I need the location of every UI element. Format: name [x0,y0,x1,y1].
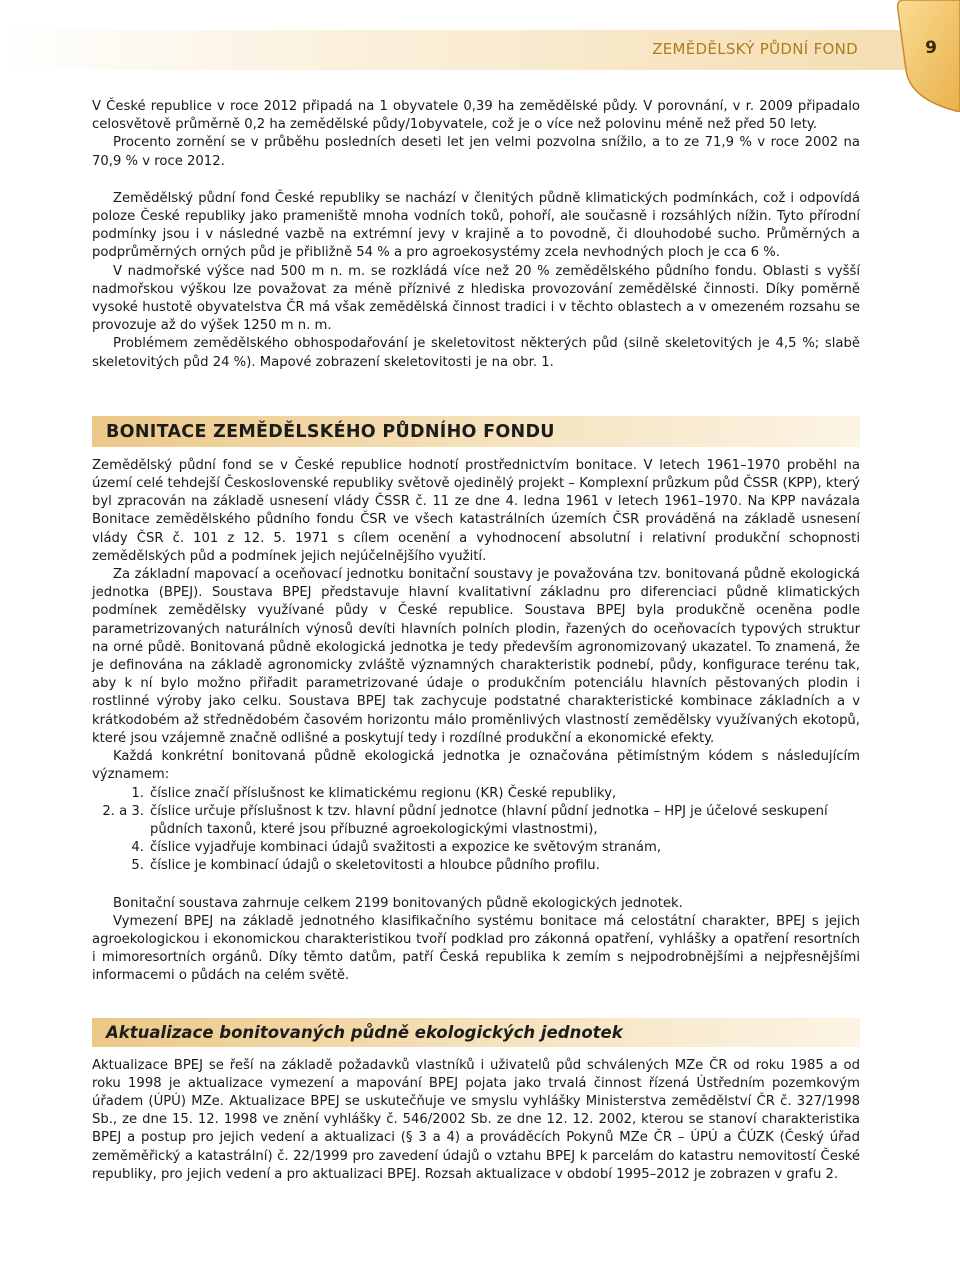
section-heading: BONITACE ZEMĚDĚLSKÉHO PŮDNÍHO FONDU [106,421,555,442]
subsection-heading: Aktualizace bonitovaných půdně ekologických jednotek [106,1022,623,1042]
paragraph: Za základní mapovací a oceňovací jednotku bonitační soustavy je považována tzv. bonitovaná půdně ekologická jednotka (BPEJ). Soustava BPEJ představuje hlavní kvalitativní základnu pro diferenciaci půdně klimatických podmínek zemědělsky využívané půdy v České republice. Soustava BPEJ byla produkčně oceněna podle parametrizovaných naturálních výnosů devíti hlavních polních plodin, řazených do oceňovacích typových struktur na orné půdě. Bonitovaná půdně ekologická jednotka je tedy především agronomizovaný ukazatel. To znamená, že je definována na základě agronomicky zvláště významných charakteristik podnebí, půdy, konfigurace terénu tak, aby k ní bylo možno přiřadit parametrizované údaje o produkčním potenciálu hlavních pěstovaných plodin i rostlinné výroby jako celku. Soustava BPEJ tak zachycuje podstatné charakteristické kombinace základních a v krátkodobém až střednědobém časovém horizontu málo proměnlivých vlastností zemědělsky využívaných ekotopů, které jsou vzájemně značně odlišné a poskytují tedy i rozdílné produkční a ekonomické efekty. [92,567,860,746]
list-item-text: číslice je kombinací údajů o skeletovitosti a hloubce půdního profilu. [150,858,600,874]
list-item-number: 1. [131,785,144,801]
spacer [92,876,860,895]
section-heading-band [92,416,860,447]
spacer [92,171,860,190]
list-item-text: číslice určuje příslušnost k tzv. hlavní půdní jednotce (hlavní půdní jednotka – HPJ je účelové seskupení půdních taxonů, které jsou příbuzné agroekologickými vlastnostmi), [150,803,828,837]
page-number: 9 [925,38,937,58]
page-content [92,98,860,1184]
paragraph: Aktualizace BPEJ se řeší na základě požadavků vlastníků i uživatelů půd schválených MZe ČR od roku 1985 a od roku 1998 je aktualizace vymezení a mapování BPEJ pojata jako trvalá činnost řízená Ústředním pozemkovým úřadem (ÚPÚ) MZe. Aktualizace BPEJ se uskutečňuje ve smyslu vyhlášky Ministerstva zemědělství ČR č. 327/1998 Sb., ze dne 15. 12. 1998 ve znění vyhlášky č. 546/2002 Sb. ze dne 12. 12. 2002, kterou se stanoví charakteristika BPEJ a postup pro jejich vedení a aktualizaci (§ 3 a 4) a prováděcích Pokynů MZe ČR – ÚPÚ a ČÚZK (Český úřad zeměměřický a katastrální) č. 22/1999 pro zavedení údajů o vztahu BPEJ k parcelám do katastru nemovitostí České republiky, pro jejich vedení a pro aktualizaci BPEJ. Rozsah aktualizace v období 1995–2012 je zobrazen v grafu 2. [92,1057,860,1182]
list-item-number: 2. a 3. [102,803,144,819]
paragraph: V nadmořské výšce nad 500 m n. m. se rozkládá více než 20 % zemědělského půdního fondu. Oblasti s vyšší nadmořskou výškou lze považovat za méně příznivé z hlediska provozování zemědělské činnosti. Díky poměrně vysoké hustotě obyvatelstva ČR má však zemědělská činnost tradici i v těchto oblastech a v omezeném rozsahu se provozuje až do výšek 1250 m n. m. [92,263,860,334]
list-item [92,803,860,839]
list-item-number: 4. [131,840,144,856]
list-item-text: číslice vyjadřuje kombinaci údajů svažitosti a expozice ke světovým stranám, [150,840,662,856]
list-item-text: číslice značí příslušnost ke klimatickému regionu (KR) České republiky, [150,785,617,801]
list-item-number: 5. [131,858,144,874]
paragraph: Zemědělský půdní fond České republiky se nachází v členitých půdně klimatických podmínkách, což i odpovídá poloze České republiky jako prameniště mnoha vodních toků, pohoří, ale současně i rozsáhlých nížin. Tyto přírodní podmínky jsou i v následné vazbě na extrémní jevy v krajině a to povodně, či dlouhodobé sucho. Průměrných a podprůměrných orných půd je přibližně 54 % a pro agroekosystémy zcela nevhodných ploch je cca 6 %. [92,190,860,261]
list-item [92,857,860,875]
paragraph: Zemědělský půdní fond se v České republice hodnotí prostřednictvím bonitace. V letech 1961–1970 proběhl na území celé tehdejší Československé republiky světově ojedinělý projekt – Komplexní průzkum půd ČSSR (KPP), který byl zpracován na základě usnesení vlády ČSSR č. 11 ze dne 4. ledna 1961 v letech 1961–1970. Na KPP navázala Bonitace zemědělského půdního fondu ČSR ve všech katastrálních územích ČSR prováděná na základě usnesení vlády ČSR č. 101 z 12. 5. 1971 s cílem ocenění a vyhodnocení absolutní i relativní produkční schopnosti zemědělských půd a podmínek jejich nejúčelnějšího využití. [92,457,860,564]
paragraph: Bonitační soustava zahrnuje celkem 2199 bonitovaných půdně ekologických jednotek. [113,895,683,911]
code-list [92,785,860,876]
list-item [92,839,860,857]
paragraph: Problémem zemědělského obhospodařování je skeletovitost některých půd (silně skeletovitých je 4,5 %; slabě skeletovitých půd 24 %). Mapové zobrazení skeletovitosti je na obr. 1. [92,336,860,370]
list-item [92,785,860,803]
subsection-heading-band [92,1018,860,1047]
paragraph: Procento zornění se v průběhu posledních deseti let jen velmi pozvolna snížilo, a to ze 71,9 % v roce 2002 na 70,9 % v roce 2012. [92,135,860,169]
paragraph: Každá konkrétní bonitovaná půdně ekologická jednotka je označována pětimístným kódem s následujícím významem: [92,749,860,783]
paragraph: Vymezení BPEJ na základě jednotného klasifikačního systému bonitace má celostátní charakter, BPEJ s jejich agroekologickou i ekonomickou charakteristikou tvoří podklad pro zákonná opatření, vyhlášky a opatření resortních i mimoresortních orgánů. Díky těmto datům, patří Česká republika k zemím s nejpodrobnějšími a nejpřesnějšími informacemi o půdách na celém světě. [92,913,860,984]
running-header-title: ZEMĚDĚLSKÝ PŮDNÍ FOND [652,40,858,58]
paragraph: V České republice v roce 2012 připadá na 1 obyvatele 0,39 ha zemědělské půdy. V porovnání, v r. 2009 připadalo celosvětově průměrně 0,2 ha zemědělské půdy/1obyvatele, což je o více než polovinu méně než před 50 lety. [92,99,860,133]
